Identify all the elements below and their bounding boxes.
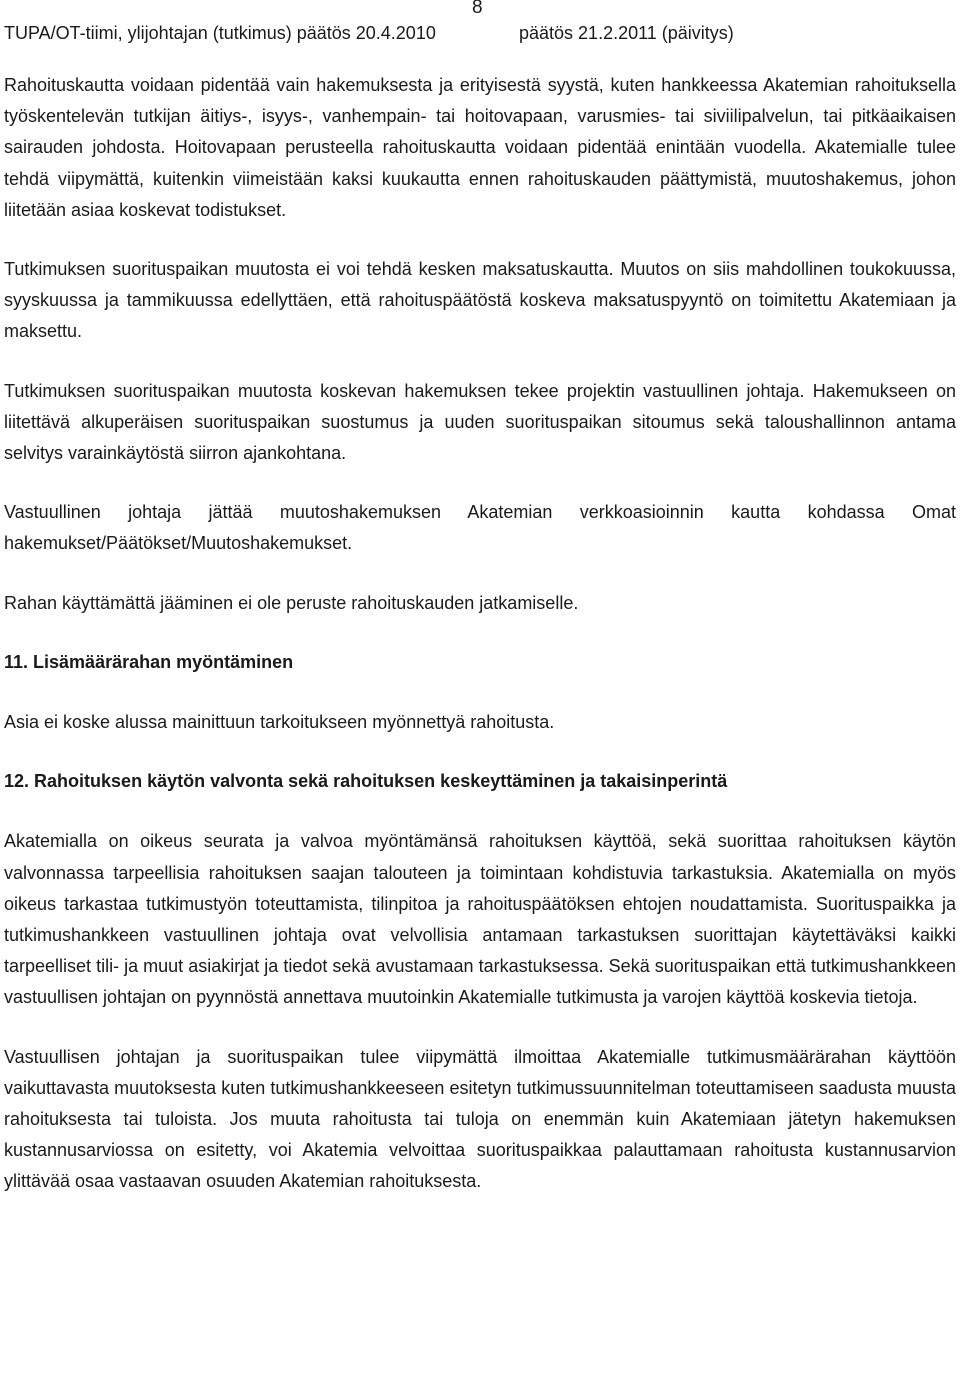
page-number: 8 [472, 0, 483, 18]
header-right: päätös 21.2.2011 (päivitys) [519, 23, 734, 43]
paragraph-location-change: Tutkimuksen suorituspaikan muutosta ei voi tehdä kesken maksatuskautta. Muutos on siis mahdollinen toukokuussa, syyskuussa ja tammikuussa edellyttäen, että rahoituspäätöstä koskeva maksatuspyyntö on toimitettu Akatemiaan ja maksettu. [4, 259, 956, 342]
section-12-paragraph-1: Akatemialla on oikeus seurata ja valvoa myöntämänsä rahoituksen käyttöä, sekä suorittaa rahoituksen käytön valvonnassa tarpeellisia rahoituksen saajan talouteen ja toimintaan kohdistuvia tarkastuksia. Akatemialla on myös oikeus tarkastaa tutkimustyön toteuttamista, tilinpitoa ja rahoituspäätöksen ehtojen noudattamista. Suorituspaikka ja tutkimushankkeen vastuullinen johtaja ovat velvollisia antamaan tarkastuksen suorittajan käytettäväksi kaikki tarpeelliset tili- ja muut asiakirjat ja tiedot sekä avustamaan tarkastuksessa. Sekä suorituspaikan että tutkimushankkeen vastuullisen johtajan on pyynnöstä annettava muutoinkin Akatemialle tutkimusta ja varojen käyttöä koskevia tietoja. [4, 831, 956, 1008]
section-12-title: Rahoituksen käytön valvonta sekä rahoituksen keskeyttäminen ja takaisinperintä [34, 771, 728, 792]
section-12-paragraph-2: Vastuullisen johtajan ja suorituspaikan tulee viipymättä ilmoittaa Akatemialle tutkimusmäärärahan käyttöön vaikuttavasta muutoksesta kuten tutkimushankkeeseen esitetyn tutkimussuunnitelman toteuttamiseen saadusta muusta rahoituksesta tai tuloista. Jos muuta rahoitusta tai tuloja on enemmän kuin Akatemiaan jätetyn hakemuksen kustannusarviossa on esitetty, voi Akatemia velvoittaa suorituspaikkaa palauttamaan rahoitusta kustannusarvion ylittävää osaa vastaavan osuuden Akatemian rahoituksesta. [4, 1046, 956, 1192]
paragraph-location-application: Tutkimuksen suorituspaikan muutosta koskevan hakemuksen tekee projektin vastuullinen johtaja. Hakemukseen on liitettävä alkuperäisen suorituspaikan suostumus ja uuden suorituspaikan sitoumus sekä taloushallinnon antama selvitys varainkäytöstä siirron ajankohtana. [4, 380, 956, 464]
paragraph-extension: Rahoituskautta voidaan pidentää vain hakemuksesta ja erityisestä syystä, kuten hankkeessa Akatemian rahoituksella työskentelevän tutkijan äitiys-, isyys-, vanhempain- tai hoitovapaan, varusmies- tai siviilipalvelun, tai pitkäaikaisen sairauden johdosta. Hoitovapaan perusteella rahoituskautta voidaan pidentää enintään vuodella. Akatemialle tulee tehdä viipymättä, kuitenkin viimeistään kaksi kuukautta ennen rahoituskauden päättymistä, muutoshakemus, johon liitetään asiaa koskevat todistukset. [4, 75, 956, 220]
paragraph-submission: Vastuullinen johtaja jättää muutoshakemuksen Akatemian verkkoasioinnin kautta kohdassa Omat hakemukset/Päätökset/Muutoshakemukset. [4, 502, 956, 554]
section-12-number: 12. [4, 771, 30, 792]
section-11-heading: 11. Lisämäärärahan myöntäminen [4, 651, 294, 672]
paragraph-unused-money: Rahan käyttämättä jääminen ei ole peruste rahoituskauden jatkamiselle. [4, 592, 579, 613]
section-12-heading [4, 766, 956, 797]
document-body [4, 70, 956, 1226]
section-11-text: Asia ei koske alussa mainittuun tarkoitukseen myönnettyä rahoitusta. [4, 712, 555, 733]
header-left: TUPA/OT-tiimi, ylijohtajan (tutkimus) päätös 20.4.2010 [4, 23, 436, 43]
